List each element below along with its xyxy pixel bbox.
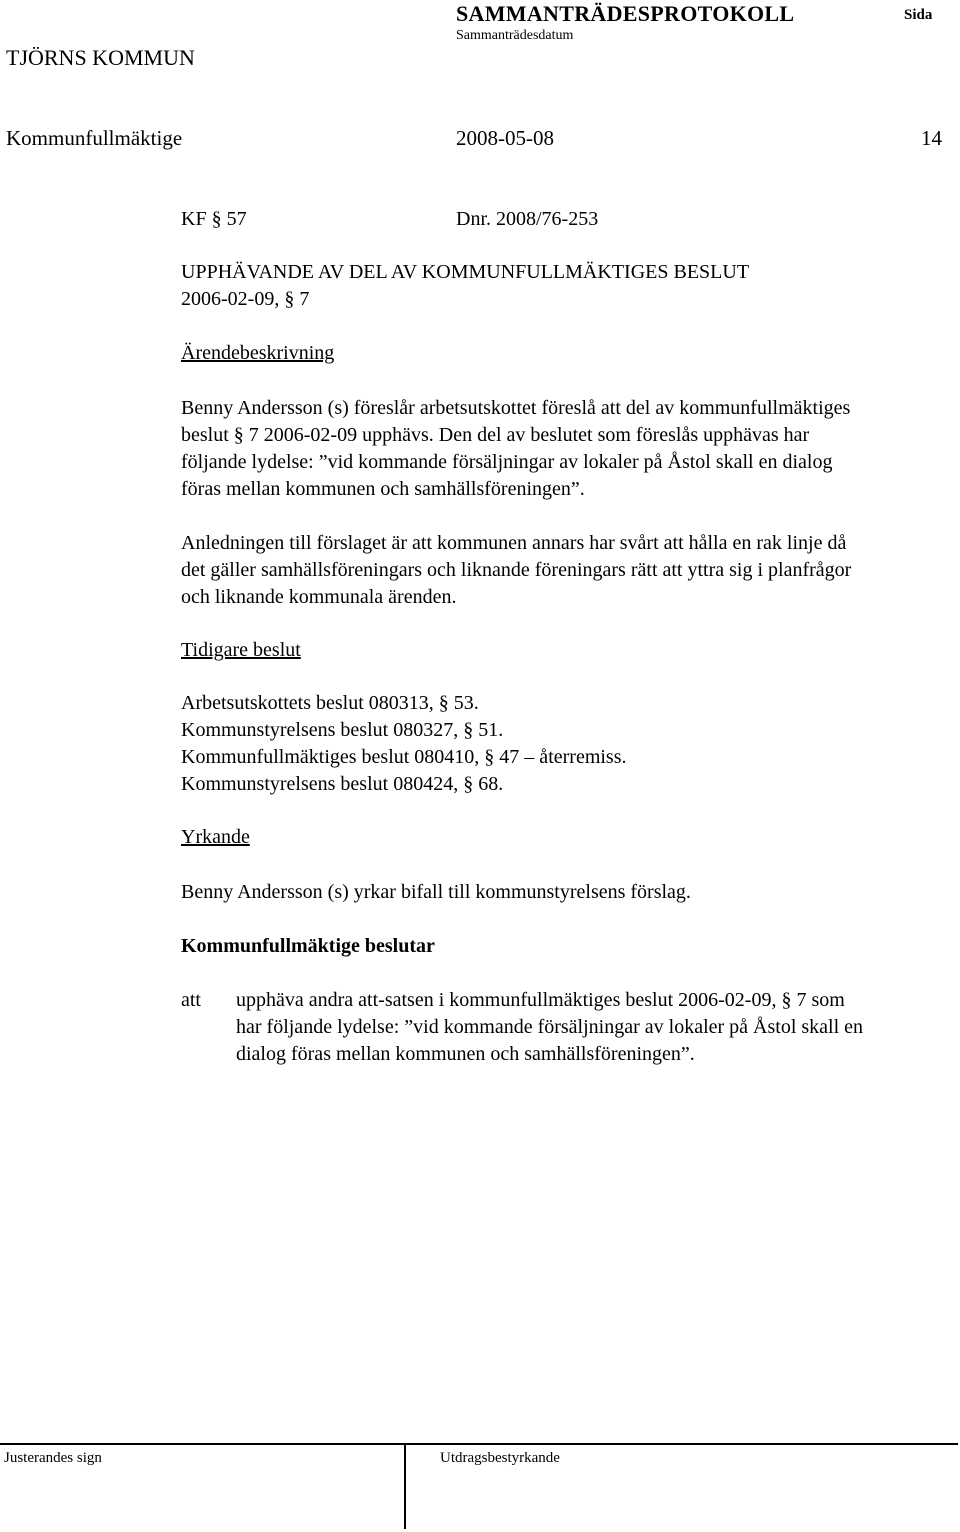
footer-extract-label: Utdragsbestyrkande: [440, 1450, 560, 1466]
case-title-line: 2006-02-09, § 7: [181, 288, 310, 310]
description-heading: Ärendebeskrivning: [181, 342, 335, 364]
decision-line: dialog föras mellan kommunen och samhällsföreningen”.: [236, 1043, 695, 1065]
paragraph-line: det gäller samhällsföreningars och liknande föreningars rätt att yttra sig i planfrågor: [181, 559, 852, 581]
previous-decision-item: Kommunstyrelsens beslut 080327, § 51.: [181, 719, 504, 741]
page-label: Sida: [904, 7, 933, 23]
paragraph-line: Benny Andersson (s) föreslår arbetsutskottet föreslå att del av kommunfullmäktiges: [181, 397, 851, 419]
previous-decision-item: Kommunstyrelsens beslut 080424, § 68.: [181, 773, 504, 795]
footer-divider: [404, 1443, 406, 1529]
case-title-line: UPPHÄVANDE AV DEL AV KOMMUNFULLMÄKTIGES BESLUT: [181, 261, 750, 283]
motion-heading: Yrkande: [181, 826, 250, 848]
page-number: 14: [921, 126, 942, 150]
paragraph-line: föras mellan kommunen och samhällsföreningen”.: [181, 478, 585, 500]
session-date-label: Sammanträdesdatum: [456, 28, 574, 43]
footer-sign-label: Justerandes sign: [4, 1450, 102, 1466]
case-reference: KF § 57: [181, 208, 247, 230]
footer-rule: [0, 1443, 958, 1445]
decision-prefix: att: [181, 989, 201, 1011]
motion-text: Benny Andersson (s) yrkar bifall till kommunstyrelsens förslag.: [181, 881, 691, 903]
paragraph-line: Anledningen till förslaget är att kommunen annars har svårt att hålla en rak linje då: [181, 532, 847, 554]
protocol-title: SAMMANTRÄDESPROTOKOLL: [456, 1, 795, 26]
paragraph-line: följande lydelse: ”vid kommande försäljningar av lokaler på Åstol skall en dialog: [181, 451, 833, 473]
meeting-date: 2008-05-08: [456, 126, 554, 150]
paragraph-line: och liknande kommunala ärenden.: [181, 586, 457, 608]
decision-line: har följande lydelse: ”vid kommande försäljningar av lokaler på Åstol skall en: [236, 1016, 864, 1038]
organization-name: TJÖRNS KOMMUN: [6, 45, 195, 70]
previous-decision-item: Arbetsutskottets beslut 080313, § 53.: [181, 692, 479, 714]
previous-decision-item: Kommunfullmäktiges beslut 080410, § 47 – återremiss.: [181, 746, 627, 768]
previous-decisions-heading: Tidigare beslut: [181, 639, 301, 661]
body-name: Kommunfullmäktige: [6, 126, 183, 150]
decision-line: upphäva andra att-satsen i kommunfullmäktiges beslut 2006-02-09, § 7 som: [236, 989, 845, 1011]
decision-heading: Kommunfullmäktige beslutar: [181, 935, 435, 957]
registration-number: Dnr. 2008/76-253: [456, 208, 599, 230]
paragraph-line: beslut § 7 2006-02-09 upphävs. Den del av beslutet som föreslås upphävas har: [181, 424, 810, 446]
